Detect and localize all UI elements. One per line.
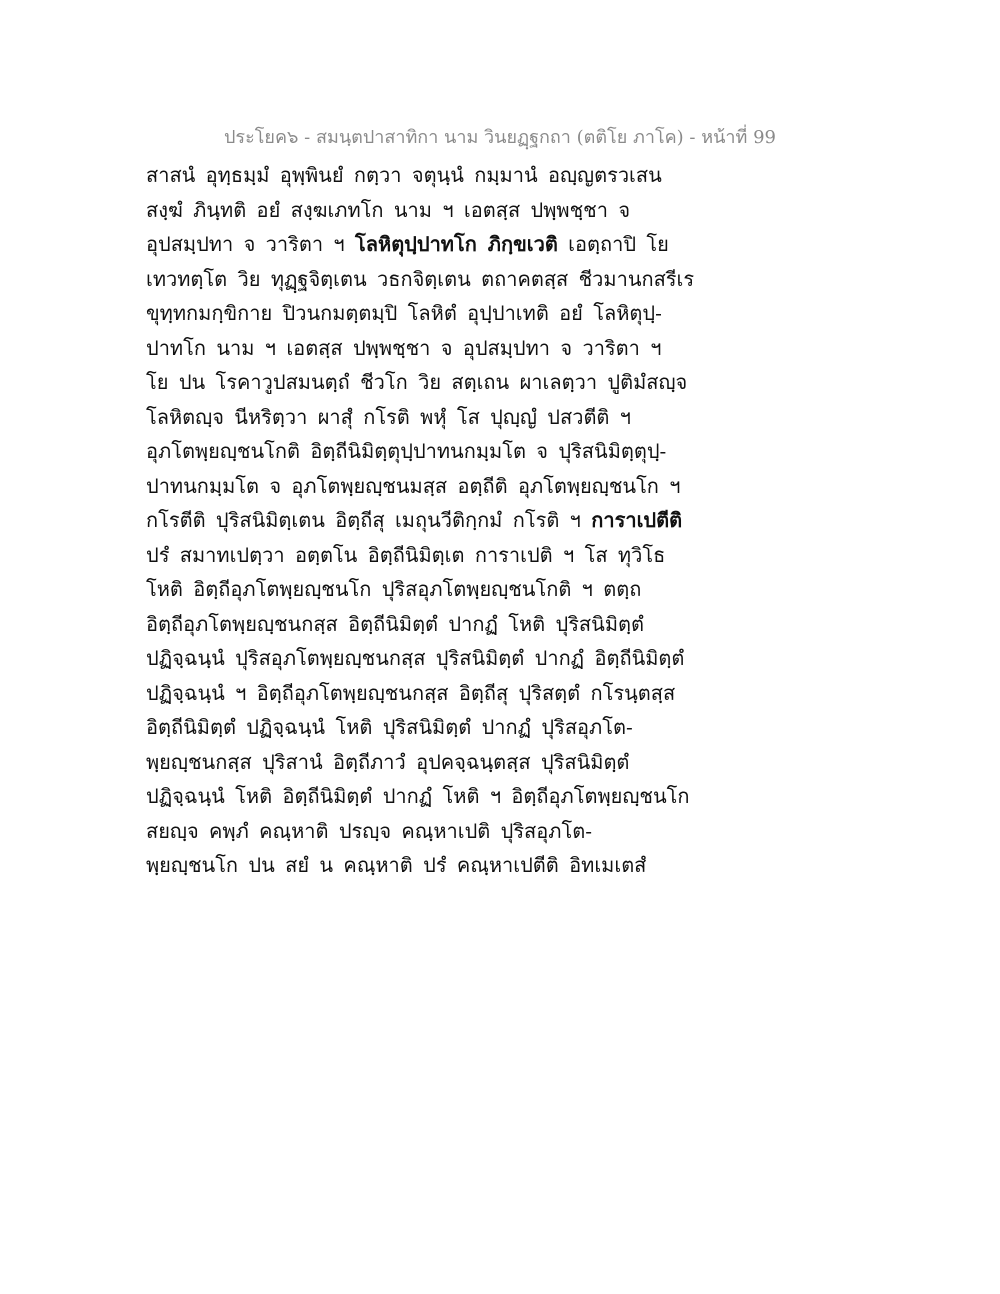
bold-term: การาเปตีติ — [591, 508, 683, 532]
text-segment: ปรํ สมาทเปตฺวา อตฺตโน อิตฺถีนิมิตฺเต การาเปติ ฯ โส ทุวิโธ — [146, 542, 666, 567]
text-line — [146, 158, 706, 193]
text-line — [146, 745, 706, 780]
text-line — [146, 434, 706, 469]
text-line — [146, 365, 706, 400]
text-line — [146, 641, 706, 676]
text-segment: อิตฺถีอุภโตพฺยญฺชนกสฺส อิตฺถีนิมิตฺตํ ปากฏํ โหติ ปุริสนิมิตฺตํ — [146, 611, 644, 636]
text-line — [146, 607, 706, 642]
text-segment: อุปสมฺปทา จ วาริตา ฯ — [146, 232, 356, 256]
text-segment: โหติ อิตฺถีอุภโตพฺยญฺชนโก ปุริสอุภโตพฺยญฺชนโกติ ฯ ตตฺถ — [146, 577, 642, 601]
text-segment: กโรตีติ ปุริสนิมิตฺเตน อิตฺถีสุ เมถุนวีติกฺกมํ กโรติ ฯ — [146, 508, 592, 532]
text-segment: สงฺฆํ ภินฺทติ อยํ สงฺฆเภทโก นาม ฯ เอตสฺส ปพฺพชฺชา จ — [146, 197, 631, 222]
text-segment: ปาทนกมฺมโต จ อุภโตพฺยญฺชนมสฺส อตฺถีติ อุภโตพฺยญฺชนโก ฯ — [146, 473, 681, 498]
text-segment: ขุทฺทกมกฺขิกาย ปิวนกมตฺตมฺปิ โลหิตํ อุปฺปาเทติ อยํ โลหิตุปฺ- — [146, 301, 662, 325]
text-segment: ปฏิจฺฉนฺนํ โหติ อิตฺถีนิมิตฺตํ ปากฏํ โหติ ฯ อิตฺถีอุภโตพฺยญฺชนโก — [146, 784, 690, 808]
text-line — [146, 538, 706, 573]
text-line — [146, 572, 706, 607]
text-segment: เทวทตฺโต วิย ทุฏฺฐจิตฺเตน วธกจิตฺเตน ตถาคตสฺส ชีวมานกสรีเร — [146, 266, 695, 291]
text-line — [146, 676, 706, 711]
text-line — [146, 227, 706, 262]
text-line — [146, 469, 706, 504]
text-segment: อิตฺถีนิมิตฺตํ ปฏิจฺฉนฺนํ โหติ ปุริสนิมิตฺตํ ปากฏํ ปุริสอุภโต- — [146, 715, 633, 739]
text-segment: อุภโตพฺยญฺชนโกติ อิตฺถีนิมิตฺตุปฺปาทนกมฺมโต จ ปุริสนิมิตฺตุปฺ- — [146, 439, 667, 463]
text-line — [146, 503, 706, 538]
bold-term: โลหิตุปฺปาทโก ภิกฺขเวติ — [355, 232, 558, 256]
text-segment: พฺยญฺชนโก ปน สยํ น คณฺหาติ ปรํ คณฺหาเปตีติ อิทเมเตสํ — [146, 853, 647, 877]
text-segment: ปฏิจฺฉนฺนํ ปุริสอุภโตพฺยญฺชนกสฺส ปุริสนิมิตฺตํ ปากฏํ อิตฺถีนิมิตฺตํ — [146, 646, 685, 670]
body-text — [146, 158, 706, 883]
text-segment: สยญฺจ คพฺภํ คณฺหาติ ปรญฺจ คณฺหาเปติ ปุริสอุภโต- — [146, 818, 592, 843]
text-segment: เอตฺถาปิ โย — [557, 232, 669, 256]
text-segment: ปฏิจฺฉนฺนํ ฯ อิตฺถีอุภโตพฺยญฺชนกสฺส อิตฺถีสุ ปุริสตฺตํ กโรนฺตสฺส — [146, 680, 676, 705]
text-line — [146, 331, 706, 366]
text-line — [146, 262, 706, 297]
text-line — [146, 193, 706, 228]
text-line — [146, 779, 706, 814]
text-line — [146, 848, 706, 883]
text-segment: โลหิตญฺจ นีหริตฺวา ผาสุํ กโรติ พหุํ โส ปุญฺญํ ปสวตีติ ฯ — [146, 404, 632, 429]
text-segment: โย ปน โรคาวูปสมนตฺถํ ชีวโก วิย สตฺเถน ผาเลตฺวา ปูติมํสญฺจ — [146, 370, 688, 394]
text-line — [146, 710, 706, 745]
text-line — [146, 296, 706, 331]
text-segment: ปาทโก นาม ฯ เอตสฺส ปพฺพชฺชา จ อุปสมฺปทา จ วาริตา ฯ — [146, 335, 662, 360]
page-header — [0, 122, 1000, 151]
text-segment: พฺยญฺชนกสฺส ปุริสานํ อิตฺถีภาวํ อุปคจฺฉนฺตสฺส ปุริสนิมิตฺตํ — [146, 749, 630, 774]
text-line — [146, 400, 706, 435]
text-line — [146, 814, 706, 849]
page-header-text: ประโยค๖ - สมนฺตปาสาทิกา นาม วินยฏฺฐกถา (ตติโย ภาโค) - หน้าที่ 99 — [224, 127, 776, 148]
text-segment: สาสนํ อุทฺธมฺมํ อุพฺพินยํ กตฺวา จตุนฺนํ กมฺมานํ อญฺญตรวเสน — [146, 163, 662, 187]
